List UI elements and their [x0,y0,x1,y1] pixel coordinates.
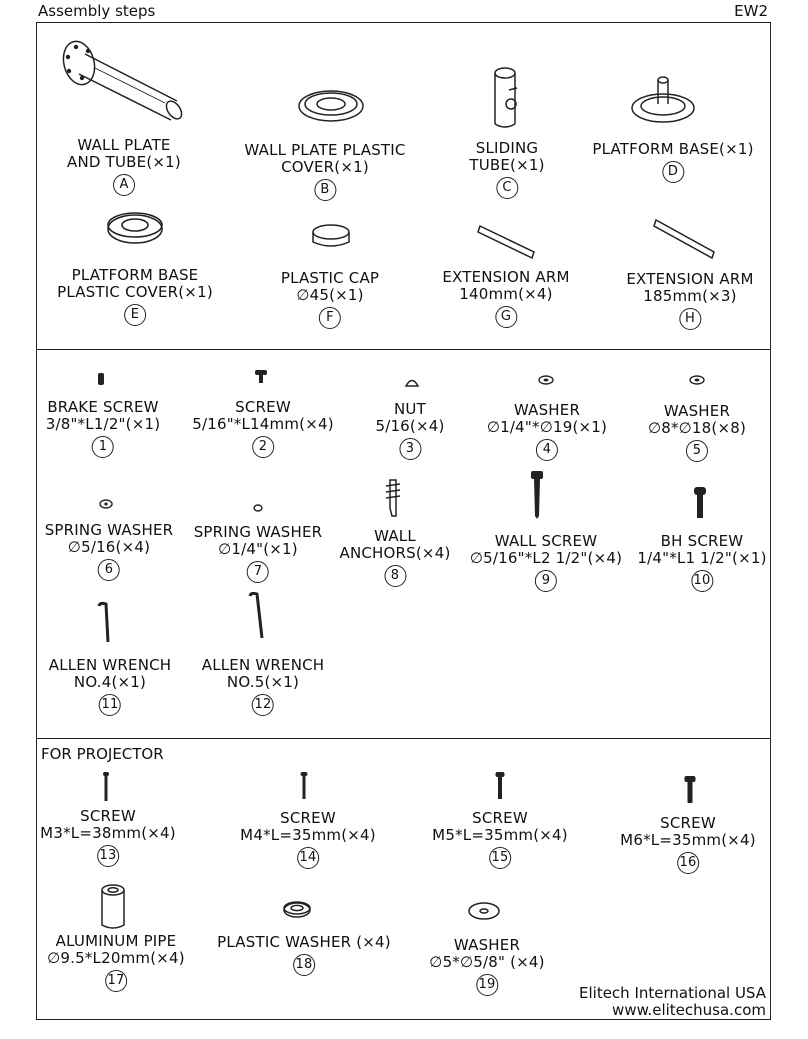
projector-label-16: SCREW M6*L=35mm(×4) 16 [620,815,756,874]
part-marker: 16 [677,852,699,874]
part-marker: A [113,174,135,196]
part-marker: 13 [97,845,119,867]
projector-label-18: PLASTIC WASHER (×4) 18 [217,934,391,976]
hardware-label-10: BH SCREW 1/4"*L1 1/2"(×1) 10 [637,533,766,592]
screw-m4-drawing [300,772,308,800]
extension-arm-185-drawing [652,214,718,264]
wall-plate-cover-drawing [296,86,366,126]
part-marker: 19 [476,974,498,996]
part-marker: 3 [399,438,421,460]
sliding-tube-drawing [483,64,531,134]
hardware-label-11: ALLEN WRENCH NO.4(×1) 11 [49,657,172,716]
part-label-D: PLATFORM BASE(×1) D [592,141,753,183]
footer-url: www.elitechusa.com [612,1001,766,1019]
part-marker: 4 [536,439,558,461]
part-marker: G [495,306,517,328]
washer-drawing [688,374,706,386]
part-marker: 10 [691,570,713,592]
section-divider [36,738,771,739]
hardware-label-5: WASHER ∅8*∅18(×8) 5 [648,403,746,462]
spring-washer-drawing [98,498,114,510]
screw-m5-drawing [495,772,505,800]
hardware-label-6: SPRING WASHER ∅5/16(×4) 6 [45,522,174,581]
part-label-B: WALL PLATE PLASTIC COVER(×1) B [244,142,405,201]
projector-label-13: SCREW M3*L=38mm(×4) 13 [40,808,176,867]
wall-plate-tube-drawing [55,38,190,138]
part-marker: C [496,177,518,199]
part-marker: 9 [535,570,557,592]
part-marker: 17 [105,970,127,992]
part-marker: B [314,179,336,201]
wall-screw-drawing [529,470,545,520]
platform-base-drawing [628,70,698,125]
projector-label-14: SCREW M4*L=35mm(×4) 14 [240,810,376,869]
part-marker: 2 [252,436,274,458]
part-marker: E [124,304,146,326]
part-label-C: SLIDING TUBE(×1) C [469,140,544,199]
part-marker: 7 [247,561,269,583]
bh-screw-drawing [692,486,708,520]
allen-wrench-drawing [247,590,271,642]
plastic-washer-drawing [282,898,312,920]
hardware-label-1: BRAKE SCREW 3/8"*L1/2"(×1) 1 [46,399,161,458]
allen-wrench-drawing [96,600,118,646]
footer [579,985,766,1019]
document-code: EW2 [734,2,768,20]
part-label-G: EXTENSION ARM 140mm(×4) G [442,269,569,328]
aluminum-pipe-drawing [98,883,128,933]
part-marker: 15 [489,847,511,869]
projector-label-17: ALUMINUM PIPE ∅9.5*L20mm(×4) 17 [47,933,185,992]
footer-company: Elitech International USA [579,984,766,1002]
spring-washer-drawing [252,503,264,513]
projector-label-19: WASHER ∅5*∅5/8" (×4) 19 [429,937,544,996]
screw-m3-drawing [102,772,110,802]
section-title-projector: FOR PROJECTOR [41,745,164,763]
washer-drawing [467,900,501,922]
hardware-label-4: WASHER ∅1/4"*∅19(×1) 4 [487,402,607,461]
part-marker: 1 [92,436,114,458]
part-label-E: PLATFORM BASE PLASTIC COVER(×1) E [57,267,213,326]
page-title: Assembly steps [38,2,156,20]
hardware-label-3: NUT 5/16(×4) 3 [375,401,444,460]
hardware-label-9: WALL SCREW ∅5/16"*L2 1/2"(×4) 9 [470,533,622,592]
part-label-F: PLASTIC CAP ∅45(×1) F [281,270,379,329]
part-marker: H [679,308,701,330]
nut-drawing [404,374,420,388]
extension-arm-140-drawing [476,218,538,262]
part-marker: F [319,307,341,329]
projector-label-15: SCREW M5*L=35mm(×4) 15 [432,810,568,869]
screw-m6-drawing [684,776,696,804]
part-label-H: EXTENSION ARM 185mm(×3) H [626,271,753,330]
washer-drawing [537,374,555,386]
section-divider [36,349,771,350]
part-marker: 11 [99,694,121,716]
brake-screw-drawing [96,372,106,386]
wall-anchor-drawing [382,478,406,518]
part-marker: 14 [297,847,319,869]
plastic-cap-drawing [308,222,354,252]
part-marker: 5 [686,440,708,462]
part-marker: 18 [293,954,315,976]
platform-base-cover-drawing [105,207,165,247]
part-marker: 8 [384,565,406,587]
part-marker: D [662,161,684,183]
part-marker: 12 [252,694,274,716]
hardware-label-12: ALLEN WRENCH NO.5(×1) 12 [202,657,325,716]
screw-drawing [254,369,268,385]
part-label-A: WALL PLATE AND TUBE(×1) A [67,137,181,196]
part-marker: 6 [98,559,120,581]
hardware-label-7: SPRING WASHER ∅1/4"(×1) 7 [194,524,323,583]
hardware-label-8: WALL ANCHORS(×4) 8 [339,528,450,587]
hardware-label-2: SCREW 5/16"*L14mm(×4) 2 [192,399,334,458]
